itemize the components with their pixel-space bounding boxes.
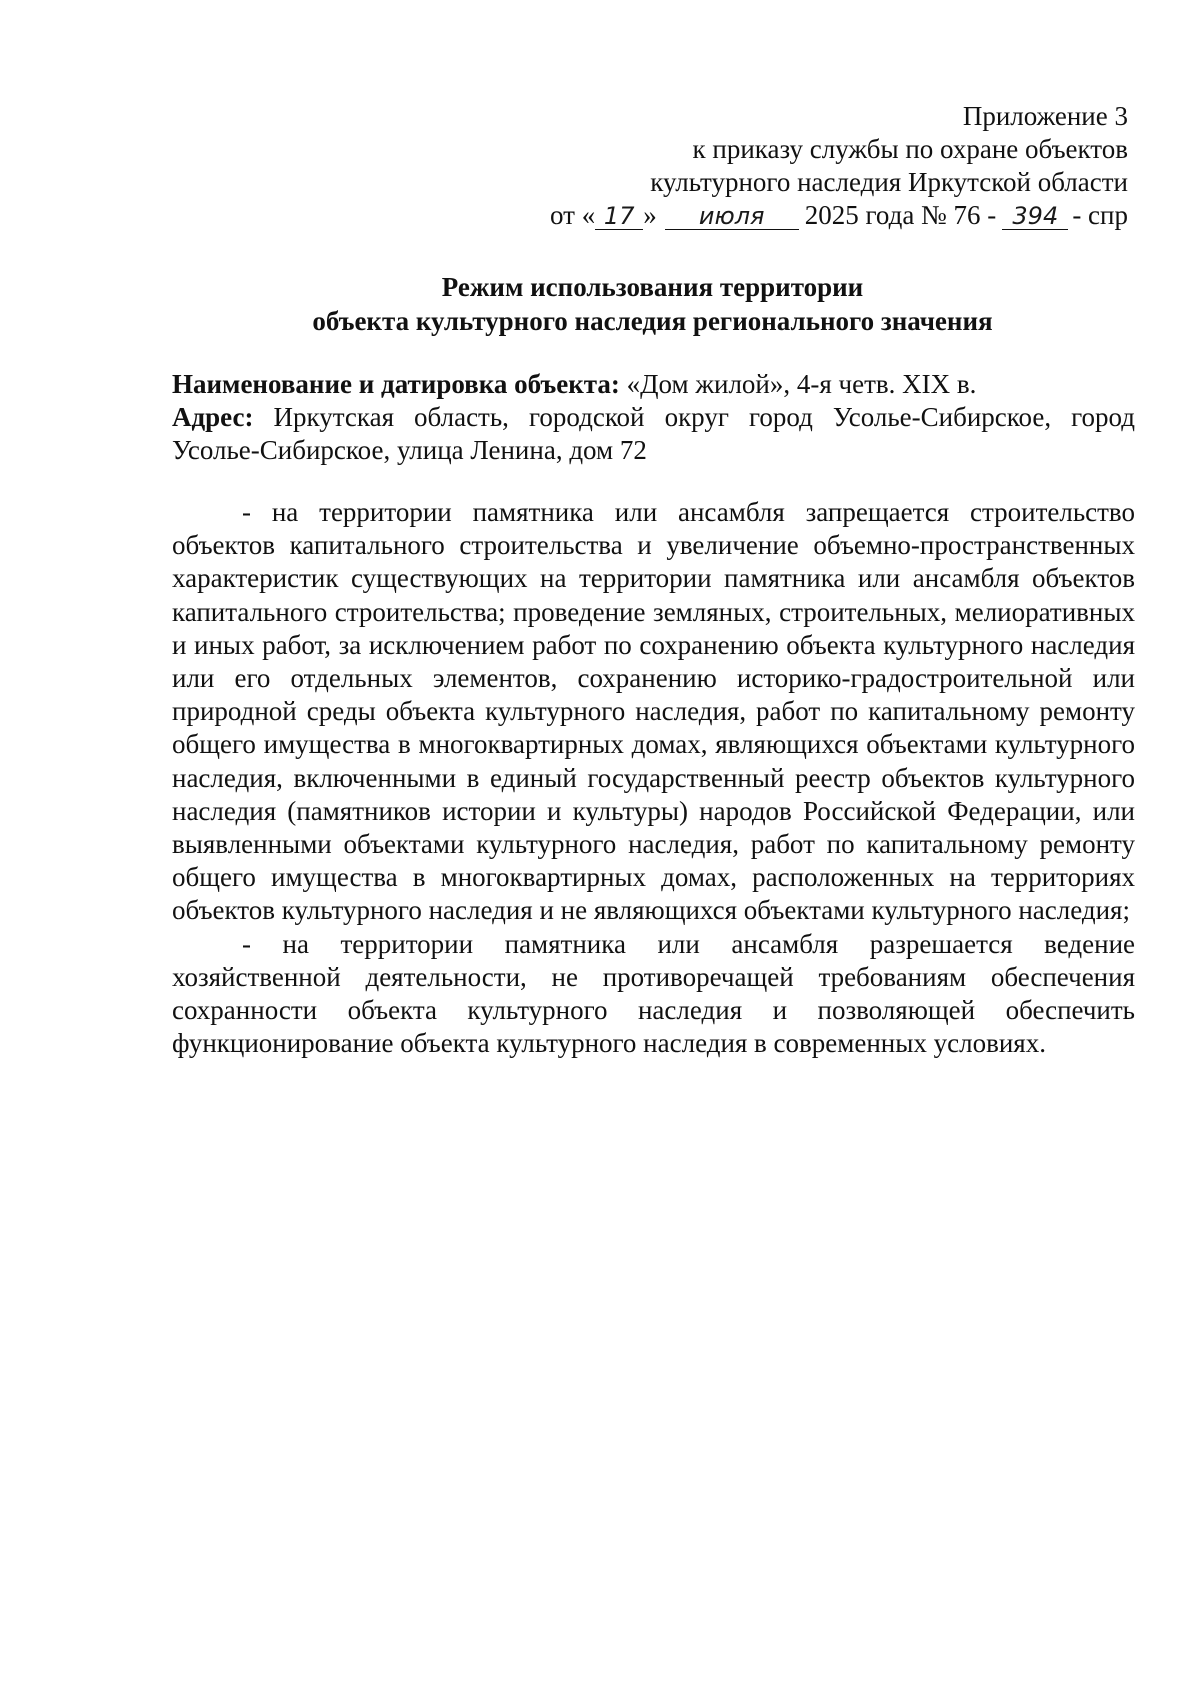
object-name-label: Наименование и датировка объекта: bbox=[172, 369, 620, 399]
date-prefix: от « bbox=[550, 200, 596, 230]
object-address-row bbox=[172, 401, 1135, 467]
handwritten-order-number: 394 bbox=[1002, 203, 1068, 230]
prohibitions-paragraph: - на территории памятника или ансамбля запрещается строительство объектов капитального строительства и увеличение объемно-пространственных характеристик существующих на территории памятника или ансамбля объектов капитального строительства; проведение земляных, строительных, мелиоративных и иных работ, за исключением работ по сохранению объекта культурного наследия или его отдельных элементов, сохранению историко-градостроительной или природной среды объекта культурного наследия, работ по капитальному ремонту общего имущества в многоквартирных домах, являющихся объектами культурного наследия, включенными в единый государственный реестр объектов культурного наследия (памятников истории и культуры) народов Российской Федерации, или выявленными объектами культурного наследия, работ по капитальному ремонту общего имущества в многоквартирных домах, расположенных на территориях объектов культурного наследия и не являющихся объектами культурного наследия; bbox=[172, 497, 1135, 926]
appendix-number: Приложение 3 bbox=[962, 101, 1128, 131]
handwritten-month: июля bbox=[665, 203, 799, 230]
appendix-authority: культурного наследия Иркутской области bbox=[650, 167, 1128, 197]
object-name-value: «Дом жилой», 4-я четв. XIX в. bbox=[626, 369, 977, 399]
object-address-value: Иркутская область, городской округ город Усолье-Сибирское, город Усолье-Сибирское, улица Ленина, дом 72 bbox=[172, 402, 1135, 465]
appendix-header bbox=[550, 100, 1128, 232]
date-day-close: » bbox=[643, 200, 657, 230]
appendix-date-line bbox=[550, 199, 1128, 232]
title-line-2: объекта культурного наследия регионального значения bbox=[312, 306, 993, 336]
handwritten-day: 17 bbox=[595, 203, 643, 230]
order-suffix: - спр bbox=[1072, 200, 1128, 230]
year-and-order-prefix: 2025 года № 76 - bbox=[804, 200, 997, 230]
permissions-paragraph: - на территории памятника или ансамбля разрешается ведение хозяйственной деятельности, не противоречащей требованиям обеспечения сохранности объекта культурного наследия и позволяющей обеспечить функционирование объекта культурного наследия в современных условиях. bbox=[172, 928, 1135, 1059]
object-info bbox=[172, 368, 1135, 467]
object-name-row bbox=[172, 368, 1135, 401]
document-title bbox=[170, 270, 1135, 338]
appendix-order-ref: к приказу службы по охране объектов bbox=[692, 134, 1128, 164]
regime-text bbox=[172, 496, 1135, 1060]
title-line-1: Режим использования территории bbox=[441, 272, 864, 302]
object-address-label: Адрес: bbox=[172, 402, 254, 432]
